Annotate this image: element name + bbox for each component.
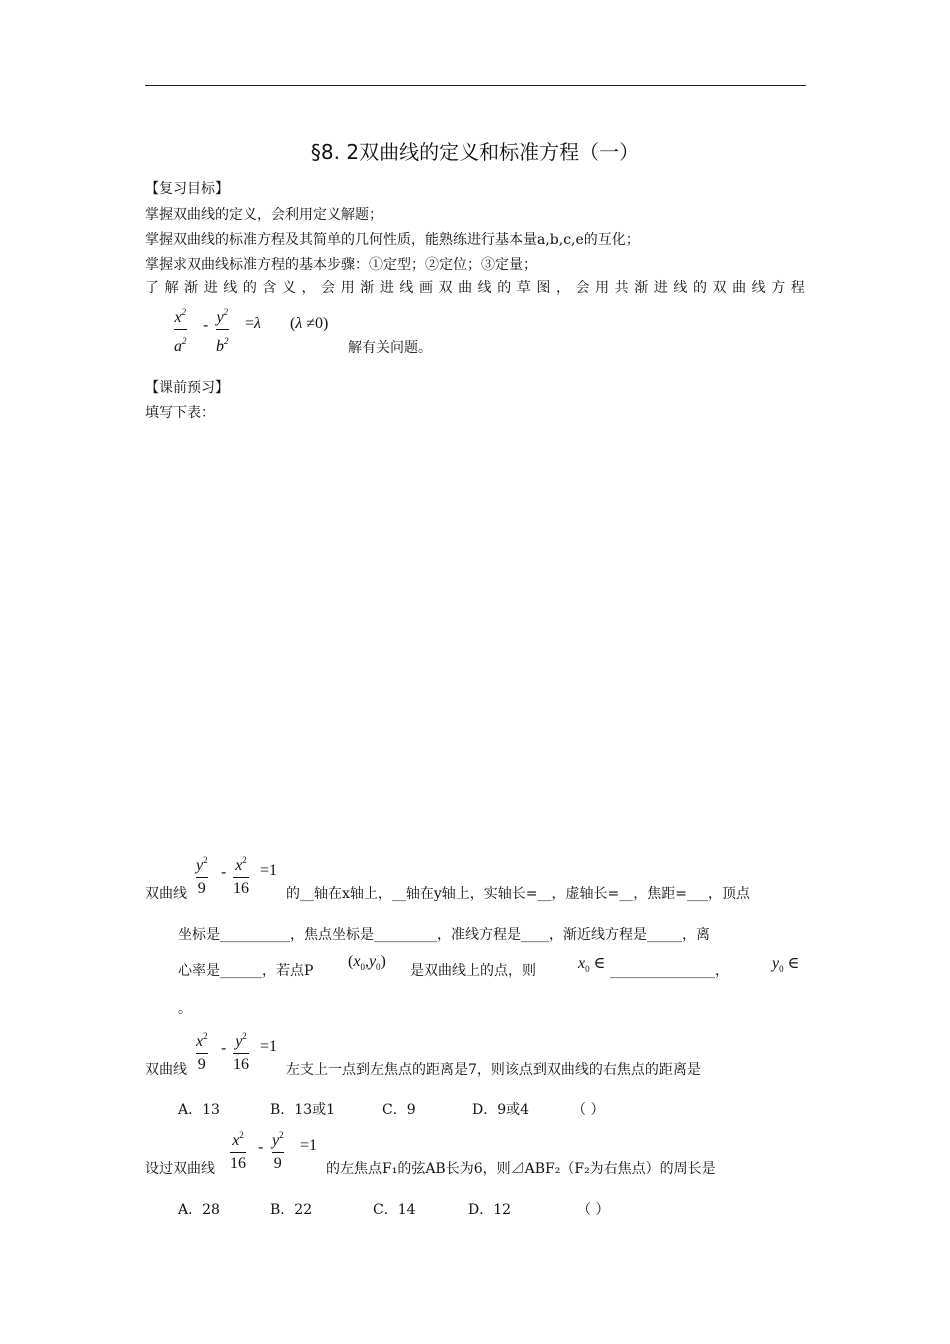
x0-belongs: $x_0$ ∈ — [578, 955, 606, 975]
fraction-x2-a2: $x^2$ $a^2$ — [174, 307, 187, 355]
fraction-y2-16: $y^2$ 16 — [233, 1031, 249, 1073]
review-item-2: 掌握双曲线的标准方程及其简单的几何性质，能熟练进行基本量a,b,c,e的互化； — [145, 232, 640, 248]
q3-option-b[interactable]: B．22 — [270, 1202, 313, 1218]
q1-prefix: 双曲线 — [145, 886, 187, 902]
header-rule — [145, 85, 806, 86]
q3-option-c[interactable]: C．14 — [373, 1202, 416, 1218]
q3-option-d[interactable]: D．12 — [468, 1202, 512, 1218]
y0-belongs: $y_0$ ∈ — [772, 955, 800, 975]
q1-line3-b: 是双曲线上的点，则 — [410, 963, 536, 979]
q1-line4: 。 — [178, 1001, 192, 1017]
q1-line3-a: 心率是______，若点P — [178, 963, 314, 979]
fraction-y2-9: $y^2$ 9 — [196, 855, 208, 897]
review-item-4: 了解渐进线的含义，会用渐进线画双曲线的草图，会用共渐进线的双曲线方程 — [145, 280, 806, 296]
fraction-y2-9: $y^2$ 9 — [272, 1130, 284, 1172]
q2-prefix: 双曲线 — [145, 1062, 187, 1078]
fraction-x2-16b: $x^2$ 16 — [230, 1130, 246, 1172]
q1-line2: 坐标是__________，焦点坐标是_________，准线方程是____，渐近线方程是_____，离 — [178, 927, 710, 943]
q3-answer-blank[interactable]: （ ） — [577, 1202, 610, 1218]
fraction-y2-b2: $y^2$ $b^2$ — [216, 307, 229, 355]
q2-option-b[interactable]: B．13或1 — [270, 1102, 336, 1118]
q2-text: 左支上一点到左焦点的距离是7，则该点到双曲线的右焦点的距离是 — [286, 1062, 701, 1078]
review-heading: 【复习目标】 — [145, 181, 229, 197]
review-item-1: 掌握双曲线的定义，会利用定义解题； — [145, 207, 383, 223]
page-title: §8. 2双曲线的定义和标准方程（一） — [310, 140, 640, 164]
formula-tail: 解有关问题。 — [348, 340, 432, 356]
preview-heading: 【课前预习】 — [145, 380, 229, 396]
q2-option-d[interactable]: D．9或4 — [472, 1102, 530, 1118]
q1-line1: 的__轴在x轴上，__轴在y轴上，实轴长=__，虚轴长=__，焦距=___，顶点 — [286, 886, 750, 902]
point-p-coordinates: $(x_0,y_0)$ — [348, 953, 386, 973]
q3-text: 的左焦点F₁的弦AB长为6，则⊿ABF₂（F₂为右焦点）的周长是 — [326, 1161, 716, 1177]
fraction-x2-9: $x^2$ 9 — [196, 1031, 208, 1073]
review-item-3: 掌握求双曲线标准方程的基本步骤：①定型；②定位；③定量； — [145, 257, 537, 273]
q2-answer-blank[interactable]: （ ） — [572, 1102, 605, 1118]
q2-option-c[interactable]: C．9 — [382, 1102, 416, 1118]
q1-line3-c: _______________， — [610, 963, 729, 979]
q2-option-a[interactable]: A．13 — [178, 1102, 220, 1118]
preview-instruction: 填写下表： — [145, 405, 215, 421]
q3-option-a[interactable]: A．28 — [178, 1202, 220, 1218]
q3-prefix: 设过双曲线 — [145, 1161, 215, 1177]
fraction-x2-16: $x^2$ 16 — [233, 855, 249, 897]
